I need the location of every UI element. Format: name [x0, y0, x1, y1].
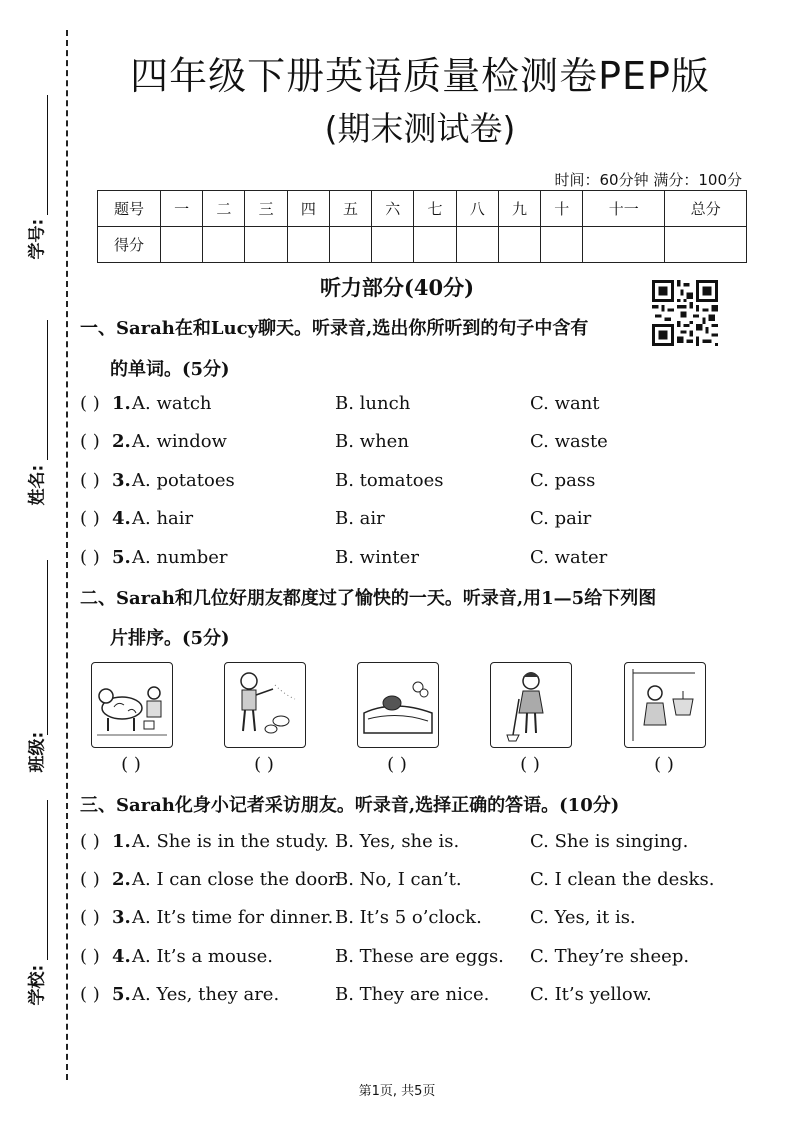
- score-input-cell[interactable]: [456, 227, 498, 263]
- score-cell: 四: [287, 191, 329, 227]
- score-cell: 九: [498, 191, 540, 227]
- page-footer: 第1页, 共5页: [358, 1084, 436, 1099]
- picture-answer-blank[interactable]: ( ): [121, 754, 141, 775]
- option-a: A. number: [132, 547, 228, 568]
- option-a: A. It’s time for dinner.: [132, 907, 334, 928]
- name-label: 姓名:: [27, 464, 48, 506]
- option-b: B. tomatoes: [335, 470, 444, 491]
- question-number: 3.: [112, 470, 131, 491]
- exam-meta: 时间：60分钟 满分：100分: [554, 171, 742, 189]
- option-b: B. It’s 5 o’clock.: [335, 907, 482, 928]
- option-b: B. Yes, she is.: [335, 831, 460, 852]
- score-input-cell[interactable]: [287, 227, 329, 263]
- option-c: C. waste: [530, 431, 608, 452]
- answer-blank[interactable]: ( ): [80, 470, 100, 491]
- option-c: C. She is singing.: [530, 831, 689, 852]
- question-number: 2.: [112, 869, 131, 890]
- score-table-header-row: [98, 191, 747, 227]
- option-a: A. watch: [132, 393, 212, 414]
- cut-line: [66, 30, 68, 1080]
- option-a: A. window: [132, 431, 227, 452]
- girl-sweeping-picture: [490, 662, 572, 748]
- picture-answer-blank[interactable]: ( ): [254, 754, 274, 775]
- part2-instruction-line2: 片排序。(5分): [110, 628, 230, 649]
- answer-blank[interactable]: ( ): [80, 946, 100, 967]
- score-input-cell[interactable]: [245, 227, 287, 263]
- option-a: A. Yes, they are.: [132, 984, 280, 1005]
- part3-instruction: 三、Sarah化身小记者采访朋友。听录音,选择正确的答语。(10分): [80, 795, 620, 816]
- part1-instruction-line2: 的单词。(5分): [110, 359, 230, 380]
- part1-instruction-line1: 一、Sarah在和Lucy聊天。听录音,选出你所听到的句子中含有: [80, 318, 589, 339]
- class-label: 班级:: [27, 731, 48, 773]
- score-cell: 八: [456, 191, 498, 227]
- student-id-line[interactable]: [47, 95, 48, 215]
- picture-answer-blank[interactable]: ( ): [387, 754, 407, 775]
- score-cell: 十: [541, 191, 583, 227]
- option-b: B. No, I can’t.: [335, 869, 462, 890]
- score-cell: 六: [372, 191, 414, 227]
- score-cell-total: 总分: [665, 191, 747, 227]
- binding-margin: [0, 0, 80, 1123]
- question-number: 5.: [112, 984, 131, 1005]
- score-input-cell[interactable]: [541, 227, 583, 263]
- score-cell: 五: [329, 191, 371, 227]
- score-cell: 一: [161, 191, 203, 227]
- question-number: 3.: [112, 907, 131, 928]
- score-input-cell[interactable]: [498, 227, 540, 263]
- boy-feeding-chickens-picture: [224, 662, 306, 748]
- option-c: C. pass: [530, 470, 596, 491]
- option-c: C. pair: [530, 508, 592, 529]
- option-c: C. They’re sheep.: [530, 946, 690, 967]
- picture-answer-blank[interactable]: ( ): [520, 754, 540, 775]
- listening-section-title: 听力部分(40分): [319, 275, 475, 300]
- option-a: A. It’s a mouse.: [132, 946, 274, 967]
- option-b: B. They are nice.: [335, 984, 490, 1005]
- option-a: A. potatoes: [132, 470, 235, 491]
- page-title: 四年级下册英语质量检测卷PEP版: [130, 54, 710, 98]
- picture-answer-blank[interactable]: ( ): [654, 754, 674, 775]
- option-b: B. winter: [335, 547, 419, 568]
- qr-code-icon[interactable]: [650, 280, 720, 346]
- question-number: 2.: [112, 431, 131, 452]
- score-input-cell[interactable]: [665, 227, 747, 263]
- option-c: C. Yes, it is.: [530, 907, 636, 928]
- score-input-cell[interactable]: [329, 227, 371, 263]
- score-input-cell[interactable]: [583, 227, 665, 263]
- answer-blank[interactable]: ( ): [80, 393, 100, 414]
- score-table: [97, 190, 747, 263]
- option-c: C. I clean the desks.: [530, 869, 715, 890]
- answer-blank[interactable]: ( ): [80, 431, 100, 452]
- cow-milking-picture: [91, 662, 173, 748]
- answer-blank[interactable]: ( ): [80, 547, 100, 568]
- answer-blank[interactable]: ( ): [80, 869, 100, 890]
- score-cell-label: 题号: [98, 191, 161, 227]
- score-input-cell[interactable]: [414, 227, 456, 263]
- option-c: C. water: [530, 547, 608, 568]
- option-b: B. lunch: [335, 393, 411, 414]
- score-cell: 三: [245, 191, 287, 227]
- option-c: C. It’s yellow.: [530, 984, 652, 1005]
- score-cell: 七: [414, 191, 456, 227]
- score-table-score-row: [98, 227, 747, 263]
- score-cell: 二: [203, 191, 245, 227]
- option-c: C. want: [530, 393, 600, 414]
- school-label: 学校:: [27, 964, 48, 1006]
- option-b: B. air: [335, 508, 385, 529]
- school-line[interactable]: [47, 800, 48, 960]
- option-a: A. hair: [132, 508, 194, 529]
- score-input-cell[interactable]: [161, 227, 203, 263]
- question-number: 5.: [112, 547, 131, 568]
- question-number: 4.: [112, 508, 131, 529]
- page-subtitle: (期末测试卷): [324, 109, 516, 148]
- score-input-cell[interactable]: [372, 227, 414, 263]
- girl-sleeping-picture: [357, 662, 439, 748]
- option-a: A. She is in the study.: [132, 831, 329, 852]
- question-number: 1.: [112, 393, 131, 414]
- option-b: B. when: [335, 431, 409, 452]
- score-input-cell[interactable]: [203, 227, 245, 263]
- student-id-label: 学号:: [27, 218, 48, 260]
- answer-blank[interactable]: ( ): [80, 984, 100, 1005]
- name-line[interactable]: [47, 320, 48, 460]
- part2-instruction-line1: 二、Sarah和几位好朋友都度过了愉快的一天。听录音,用1—5给下列图: [80, 588, 657, 609]
- question-number: 1.: [112, 831, 131, 852]
- option-b: B. These are eggs.: [335, 946, 504, 967]
- score-row-label: 得分: [98, 227, 161, 263]
- question-number: 4.: [112, 946, 131, 967]
- answer-blank[interactable]: ( ): [80, 508, 100, 529]
- option-a: A. I can close the door.: [132, 869, 341, 890]
- girl-with-clothes-picture: [624, 662, 706, 748]
- answer-blank[interactable]: ( ): [80, 831, 100, 852]
- class-line[interactable]: [47, 560, 48, 735]
- answer-blank[interactable]: ( ): [80, 907, 100, 928]
- score-cell: 十一: [583, 191, 665, 227]
